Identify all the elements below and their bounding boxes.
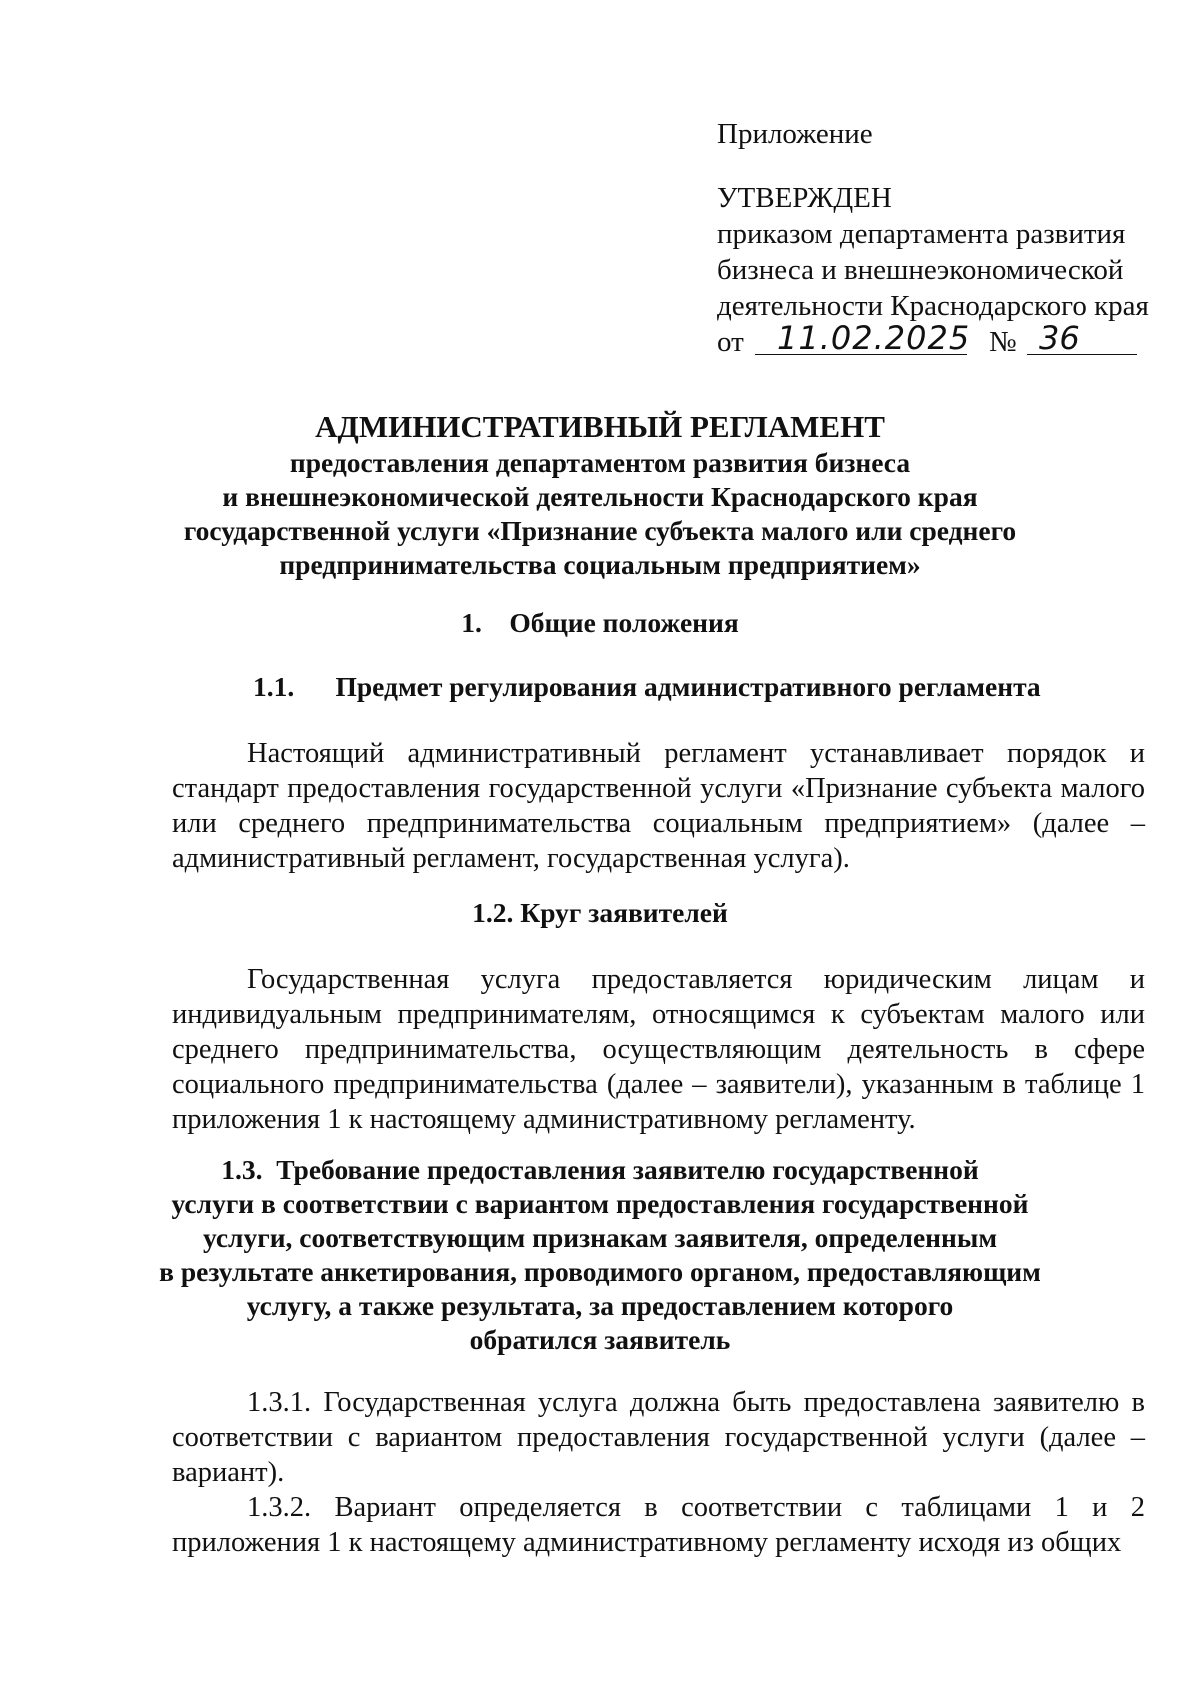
title-line-2: и внешнеэкономической деятельности Краснодарского края (222, 481, 978, 512)
title-line-1: предоставления департаментом развития бизнеса (289, 447, 911, 478)
section-1-3-heading-line-5: услугу, а также результата, за предоставлением которого (246, 1290, 954, 1321)
title-line-4: предпринимательства социальным предприятием» (279, 549, 921, 580)
approval-block (717, 116, 1157, 364)
section-1-2-text: Государственная услуга предоставляется юридическим лицам и индивидуальным предпринимателям, относящимся к субъектам малого или среднего предпринимательства, осуществляющим деятельность в сфере социального предпринимательства (далее – заявители), указанным в таблице 1 приложения 1 к настоящему административному регламенту. (172, 964, 1145, 1135)
title-line-3: государственной услуги «Признание субъекта малого или среднего (183, 515, 1017, 546)
section-1-3-1-text: 1.3.1. Государственная услуга должна быть предоставлена заявителю в соответствии с вариантом предоставления государственной услуги (далее – вариант). (172, 1387, 1145, 1488)
order-date-number-row (717, 319, 1157, 364)
section-1-3-heading (150, 1153, 1050, 1357)
handwritten-date: 11.02.2025 (777, 319, 971, 357)
section-1-2-heading: 1.2. Круг заявителей (472, 897, 728, 928)
appendix-label: Приложение (717, 118, 873, 150)
approval-line-2: бизнеса и внешнеэкономической (717, 254, 1124, 286)
approved-label: УТВЕРЖДЕН (717, 182, 892, 214)
title-main: АДМИНИСТРАТИВНЫЙ РЕГЛАМЕНТ (315, 409, 885, 444)
date-prefix: от (717, 326, 744, 358)
section-1-3-heading-line-4: в результате анкетирования, проводимого органом, предоставляющим (159, 1256, 1041, 1287)
handwritten-number: 36 (1039, 319, 1080, 357)
section-1-heading: 1. Общие положения (461, 607, 739, 638)
document-title (150, 408, 1050, 582)
approval-line-1: приказом департамента развития (717, 218, 1126, 250)
number-sign: № (989, 326, 1017, 358)
section-1-3-2-text: 1.3.2. Вариант определяется в соответствии с таблицами 1 и 2 приложения 1 к настоящему административному регламенту исходя из общих (172, 1492, 1145, 1558)
section-1-3-heading-line-2: услуги в соответствии с вариантом предоставления государственной (171, 1188, 1029, 1219)
section-1-3-heading-line-6: обратился заявитель (469, 1324, 731, 1355)
approval-line-3: деятельности Краснодарского края (717, 290, 1149, 322)
section-1-1-heading: 1.1. Предмет регулирования административного регламента (253, 671, 1041, 702)
section-1-3-heading-line-1: 1.3. Требование предоставления заявителю государственной (221, 1154, 979, 1185)
section-1-1-text: Настоящий административный регламент устанавливает порядок и стандарт предоставления государственной услуги «Признание субъекта малого или среднего предпринимательства социальным предприятием» (далее – административный регламент, государственная услуга). (172, 738, 1145, 874)
section-1-3-heading-line-3: услуги, соответствующим признакам заявителя, определенным (202, 1222, 998, 1253)
